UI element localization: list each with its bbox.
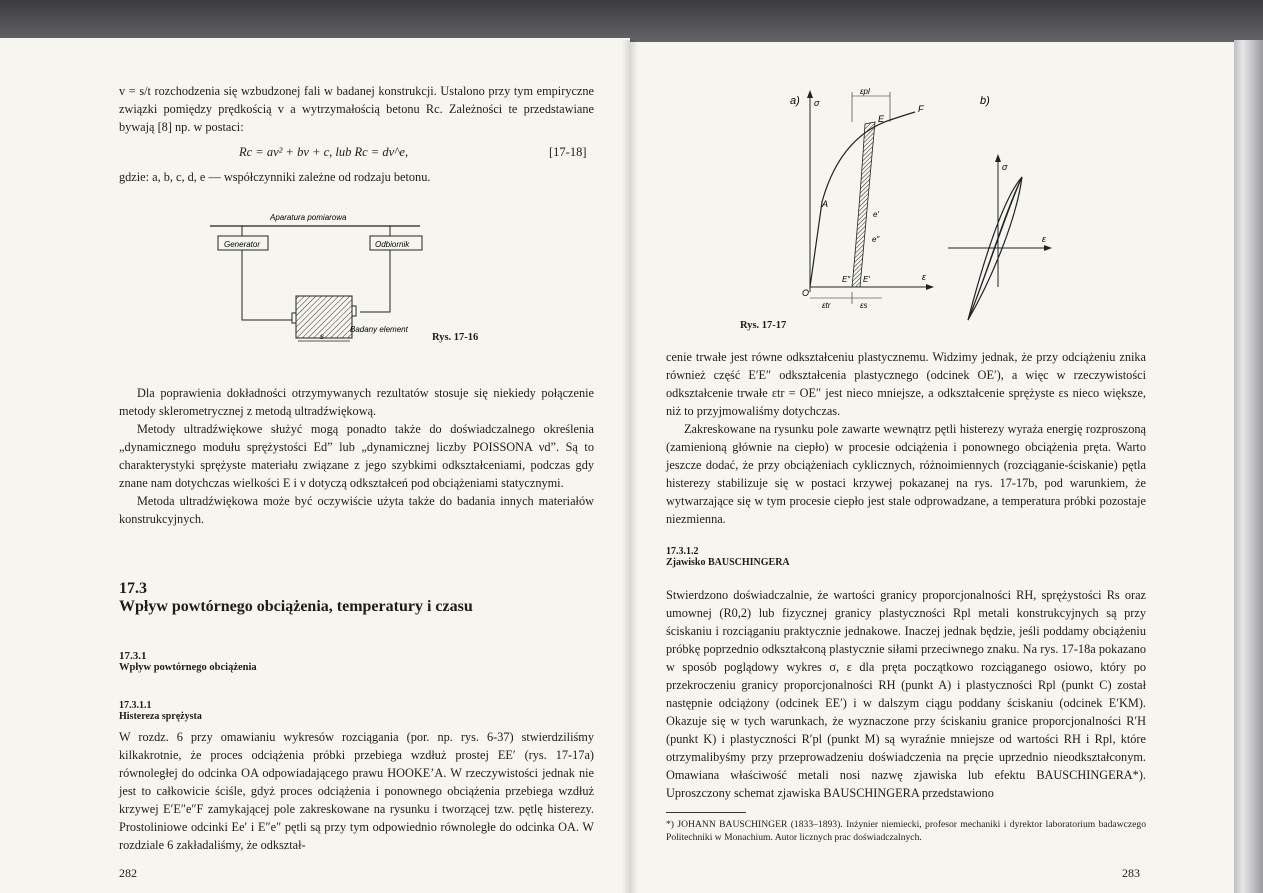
fig17-label-b: b) xyxy=(980,95,990,107)
section-title: Wpływ powtórnego obciążenia, temperatury i czasu xyxy=(119,598,473,615)
section-number: 17.3 xyxy=(119,580,147,597)
body-paragraphs-right-1: cenie trwałe jest równe odkształceniu plastycznemu. Widzimy jednak, że przy odciążeniu znika również część E′E″ odkształcenia plastycznego (odcinek OE′), a więc w rzeczywistości odkształcenie trwałe εtr = OE″ jest nieco mniejsze, a odkształcenie sprężyste εs nieco większe, niż to przyjmowaliśmy dotychczas. Zakreskowane na rysunku pole zawarte wewnątrz pętli histerezy wyraża energię rozproszoną (zamienioną głównie na ciepło) w procesie odciążenia i ponownego obciążenia pręta. Warto jeszcze dodać, że przy obciążeniach cyklicznych, różnoimiennych (rozciąganie-ściskanie) pętla histerezy stabilizuje się w postaci krzywej pokazanej na rys. 17-17b, pod warunkiem, że wytwarzające się w tym procesie ciepło jest stale odprowadzane, a temperatura próbki pozostaje niezmienna. xyxy=(666,350,1146,526)
sigma-a: σ xyxy=(814,98,820,108)
pt-O: O xyxy=(802,288,810,298)
epsilon-a: ε xyxy=(922,272,926,282)
receiver-label: Odbiornik xyxy=(375,240,410,249)
element-label: Badany element xyxy=(350,325,408,334)
subsubsection-number: 17.3.1.1 xyxy=(119,700,152,711)
caption-17-16: Rys. 17-16 xyxy=(432,332,479,343)
left-page xyxy=(0,38,630,893)
pt-F: F xyxy=(918,104,924,114)
s-label: s xyxy=(320,332,324,341)
fig17-label-a: a) xyxy=(790,95,800,107)
book-gutter xyxy=(622,40,638,893)
figure-17-17 xyxy=(780,82,1140,332)
pt-E2: E″ xyxy=(842,275,851,284)
e-tr: εtr xyxy=(822,301,831,310)
pt-e1: e′ xyxy=(873,210,879,219)
page-edge xyxy=(1234,40,1263,893)
subsubsection-number-right: 17.3.1.2 xyxy=(666,546,699,557)
where-line: gdzie: a, b, c, d, e — współczynniki zależne od rodzaju betonu. xyxy=(119,170,431,184)
page-number-right: 283 xyxy=(1122,866,1140,880)
right-page xyxy=(630,42,1234,893)
caption-17-17: Rys. 17-17 xyxy=(740,320,787,331)
page-number-left: 282 xyxy=(119,866,137,880)
generator-label: Generator xyxy=(224,240,261,249)
e-s: εs xyxy=(860,301,868,310)
epsilon-b: ε xyxy=(1042,234,1046,244)
pt-e2: e″ xyxy=(872,235,880,244)
e-pl: εpl xyxy=(860,87,870,96)
subsection-number: 17.3.1 xyxy=(119,650,147,662)
equation-17-18: Rc = av² + bv + c, lub Rc = dv^e, xyxy=(239,145,409,159)
sigma-b: σ xyxy=(1002,162,1008,172)
intro-paragraph: v = s/t rozchodzenia się wzbudzonej fali w badanej konstrukcji. Ustalono przy tym empiryczne związki pomiędzy prędkością v a wytrzymałością betonu Rc. Zależności te przedstawiane bywają [8] np. w postaci: xyxy=(119,84,594,134)
pt-A: A xyxy=(822,199,829,209)
body-paragraph-bauschinger: Stwierdzono doświadczalnie, że wartości granicy proporcjonalności RH, sprężystości Rs oraz umownej (R0,2) lub fizycznej granicy plastyczności Rpl metali konstrukcyjnych są przy ściskaniu i rozciąganiu praktycznie jednakowe. Inaczej jednak będzie, jeśli poddamy obciążeniu próbkę poprzednio odkształconą plastycznie siłami przeciwnego znaku. Na rys. 17-18a pokazano w sposób poglądowy wykres σ, ε dla pręta początkowo rozciąganego osiowo, który po przekroczeniu granicy proporcjonalności RH (punkt A) i plastyczności Rpl (punkt C) został następnie odciążony (odcinek EE′) i w dalszym ciągu poddany ściskaniu (odcinek E′KM). Okazuje się w tych warunkach, że wyznaczone przy ściskaniu granice proporcjonalności R′H (punkt K) i plastyczności R′pl (punkt M) są wyraźnie mniejsze od wartości RH i Rpl, które otrzymalibyśmy przy przeprowadzeniu doświadczenia na pręcie uprzednio nieodkształconym. Omawiana właściwość metali nosi nazwę zjawiska lub efektu BAUSCHINGERA*). Uproszczony schemat zjawiska BAUSCHINGERA przedstawiono xyxy=(666,588,1146,800)
subsection-title: Wpływ powtórnego obciążenia xyxy=(119,662,257,673)
body-paragraph-hysteresis: W rozdz. 6 przy omawianiu wykresów rozciągania (por. np. rys. 6-37) stwierdziliśmy kilkakrotnie, że proces odciążenia próbki przebiega wzdłuż prostej EE′ (rys. 17-17a) równoległej do odcinka OA odpowiadającego prawu HOOKE’A. W rzeczywistości jednak nie jest to całkowicie ściśle, gdyż proces odciążenia i ponownego obciążenia przebiega wzdłuż krzywej E′E″e″F zamykającej pole zakreskowane na rysunku i tworzącej tzw. pętlę histerezy. Prostoliniowe odcinki Ee′ i E″e″ pętli są przy tym odpowiednio równoległe do odcinka OA. W rozdziale 6 zakładaliśmy, że odkształ- xyxy=(119,730,594,852)
figure-17-16 xyxy=(200,208,500,348)
pt-E1: E′ xyxy=(863,275,870,284)
subsubsection-title: Histereza sprężysta xyxy=(119,711,202,722)
fig16-top-label: Aparatura pomiarowa xyxy=(270,213,347,222)
footnote-rule xyxy=(666,812,746,813)
body-paragraphs-1: Dla poprawienia dokładności otrzymywanych rezultatów stosuje się niekiedy połączenie metody sklerometrycznej z metodą ultradźwiękową. Metody ultradźwiękowe służyć mogą ponadto także do doświadczalnego określenia „dynamicznego modułu sprężystości Ed” lub „dynamicznej liczby POISSONA νd”. Są to charakterystyki sprężyste materiału związane z jego szybkimi odkształceniami, podczas gdy znane nam dotychczas wielkości E i ν dotyczą odkształceń pod obciążeniami statycznymi. Metoda ultradźwiękowa może być oczywiście użyta także do badania innych materiałów konstrukcyjnych. xyxy=(119,386,594,526)
pt-E: E xyxy=(878,114,885,124)
tested-element xyxy=(296,296,352,338)
equation-number: [17-18] xyxy=(549,145,587,159)
subsubsection-title-right: Zjawisko BAUSCHINGERA xyxy=(666,557,790,568)
footnote: *) JOHANN BAUSCHINGER (1833–1893). Inżynier niemiecki, profesor mechaniki i dyrektor laboratorium badawczego Politechniki w Monachium. Autor licznych prac doświadczalnych. xyxy=(666,819,1146,843)
